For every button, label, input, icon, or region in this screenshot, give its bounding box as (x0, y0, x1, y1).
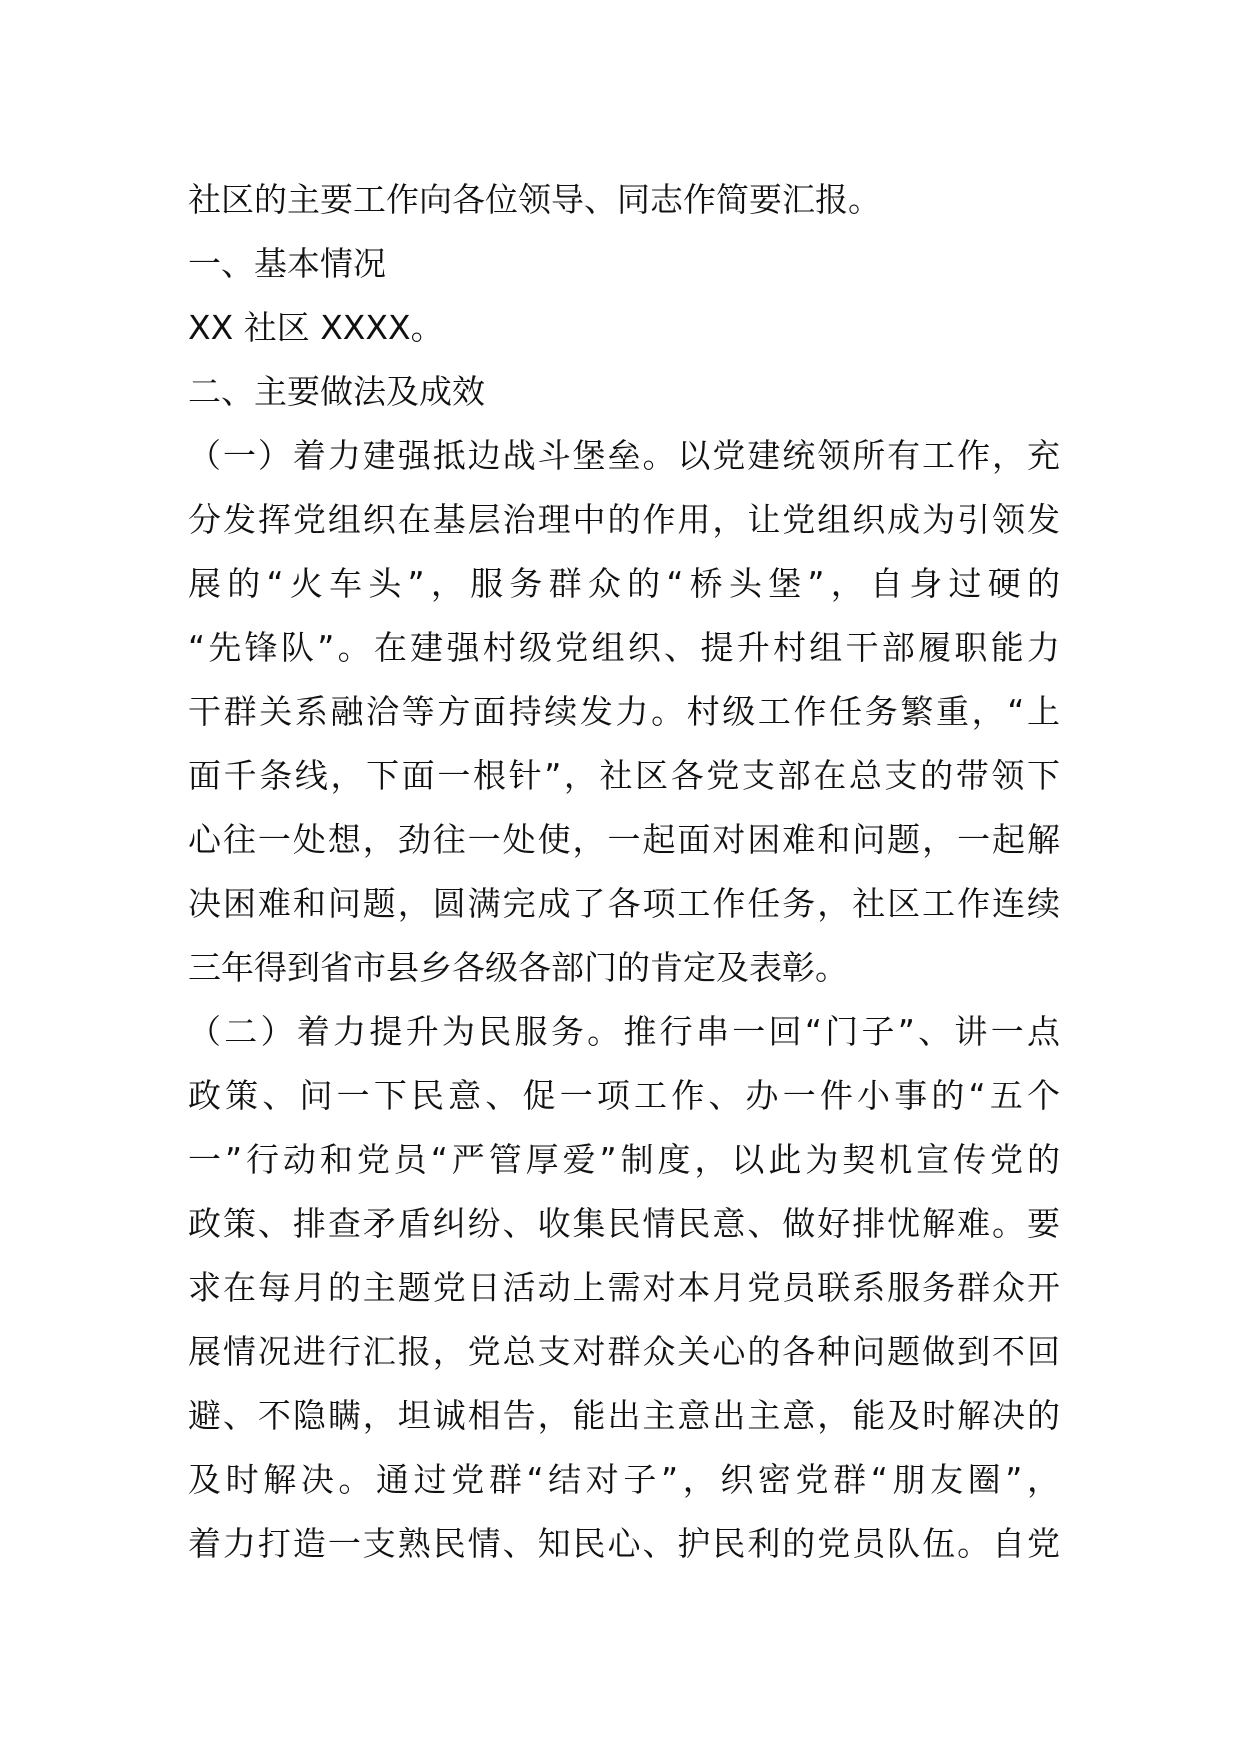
text-line: 避、不隐瞒，坦诚相告，能出主意出主意，能及时解决的 (188, 1396, 1060, 1435)
text-line: 着力打造一支熟民情、知民心、护民利的党员队伍。自党 (188, 1524, 1060, 1563)
text-line: 及时解决。通过党群“结对子”，织密党群“朋友圈”， (188, 1460, 1060, 1499)
text-line: 面千条线，下面一根针”，社区各党支部在总支的带领下 (188, 756, 1060, 795)
text-line: 干群关系融洽等方面持续发力。村级工作任务繁重，“上 (188, 692, 1060, 731)
text-line: 展的“火车头”，服务群众的“桥头堡”，自身过硬的 (188, 564, 1060, 603)
text-line: 一”行动和党员“严管厚爱”制度，以此为契机宣传党的 (188, 1140, 1060, 1179)
text-line: XX 社区 XXXX。 (188, 308, 444, 347)
document-body (188, 168, 1060, 1576)
text-line: 政策、排查矛盾纠纷、收集民情民意、做好排忧解难。要 (188, 1204, 1060, 1243)
text-line: （一）着力建强抵边战斗堡垒。以党建统领所有工作，充 (188, 436, 1060, 475)
text-line: 三年得到省市县乡各级各部门的肯定及表彰。 (188, 948, 848, 987)
text-line: 政策、问一下民意、促一项工作、办一件小事的“五个 (188, 1076, 1060, 1115)
section-heading: 二、主要做法及成效 (188, 372, 485, 411)
text-line: 决困难和问题，圆满完成了各项工作任务，社区工作连续 (188, 884, 1060, 923)
text-line: 分发挥党组织在基层治理中的作用，让党组织成为引领发 (188, 500, 1060, 539)
text-line: 心往一处想，劲往一处使，一起面对困难和问题，一起解 (188, 820, 1060, 859)
text-line: “先锋队”。在建强村级党组织、提升村组干部履职能力 (188, 628, 1060, 667)
text-line: （二）着力提升为民服务。推行串一回“门子”、讲一点 (188, 1012, 1060, 1051)
text-line: 社区的主要工作向各位领导、同志作简要汇报。 (188, 180, 881, 219)
section-heading: 一、基本情况 (188, 244, 386, 283)
text-line: 展情况进行汇报，党总支对群众关心的各种问题做到不回 (188, 1332, 1060, 1371)
text-line: 求在每月的主题党日活动上需对本月党员联系服务群众开 (188, 1268, 1060, 1307)
